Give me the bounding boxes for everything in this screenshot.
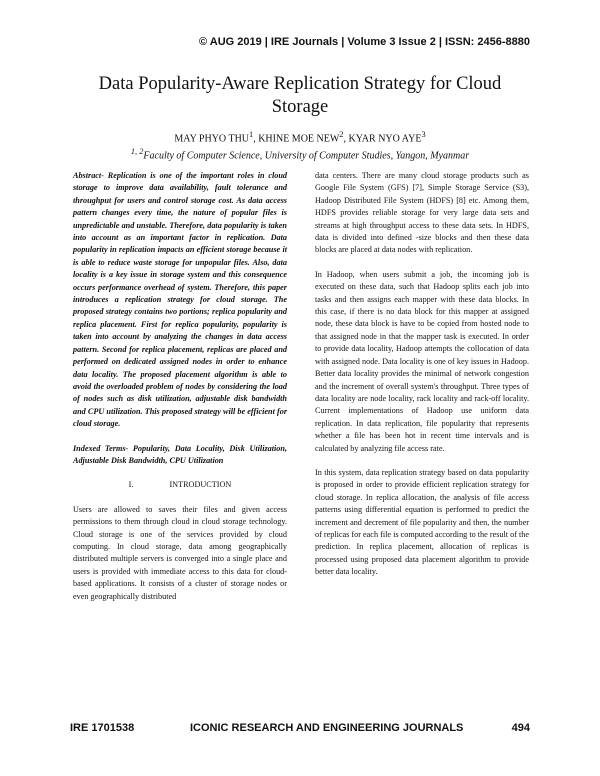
index-terms: Indexed Terms- Popularity, Data Locality, Disk Utilization, Adjustable Disk Bandwidth, CPU Utilization [73,443,287,465]
body-paragraph: In Hadoop, when users submit a job, the incoming job is executed on these data, such that Hadoop splits each job into tasks and then assigns each mapper with these data blocks. In this case, if there is no data block for this mapper at assigned node, these data block is have to be copied from hosted node to that assigned node in that the mapper task is executed. In order to provide data locality, Hadoop attempts the collocation of data with assigned node. Data locality is one of key issues in Hadoop. Better data locality provides the minimal of network congestion and the increment of overall system's throughput. Three types of data locality are node locality, rack locality and rack-off locality. Current implementations of Hadoop use uniform data replication. In data replication, file popularity that represents whether a file has been hot in recent time intervals and is calculated by analyzing file access rate. [315,269,529,453]
affiliation-sup: 1, 2 [130,147,144,156]
author-list: MAY PHYO THU$^1$, KHINE MOE NEW$^2$, KYAR NYO AYE$^3$ [174,130,426,145]
intro-paragraph: Users are allowed to saves their files and given access permissions to them through cloud in cloud storage technology. Cloud storage is one of the services provided by cloud computing. In cloud storage, data among geographically distributed multiple servers is converged into a single place and users is provided with immediate access to this data for cloud-based applications. It consists of a cluster of storage nodes or even geographically distributed [73,504,287,601]
journal-header: © AUG 2019 | IRE Journals | Volume 3 Issue 2 | ISSN: 2456-8880 [199,36,530,48]
author-name: MAY PHYO THU [174,133,250,145]
author-name: KHINE MOE NEW [258,133,340,145]
footer-id: IRE 1701538 [70,722,135,734]
affiliation-text: Faculty of Computer Science, University of Computer Studies, Yangon, Myanmar [143,150,470,162]
author-sup: 1 [249,130,254,139]
body-paragraph: data centers. There are many cloud storage products such as Google File System (GFS) [7], Simple Storage Service (S3), Hadoop Distributed File System (HDFS) [8] etc. Among them, HDFS provides reliable storage for very large data sets and streams at high throughput access to these data sets. In HDFS, data is divided into defined -size blocks and then these data blocks are placed at data nodes with replication. [315,171,529,255]
section-number: I. [128,480,134,490]
abstract: Abstract- Replication is one of the important roles in cloud storage to improve data availability, fault tolerance and throughput for users and control storage cost. As data access pattern changes every time, the nature of popular files is unpredictable and unstable. Therefore, data popularity is taken into account as an important factor in replication. Data popularity in replication impacts an efficient storage because it is able to reduce waste storage for unpopular files. Also, data locality is a key issue in storage system and this consequence occurs performance overhead of system. Therefore, this paper introduces a replication strategy for cloud storage. The proposed strategy contains two portions; replica popularity and replica placement. First for replica popularity, popularity is taken into account by analyzing the changes in data access pattern. Second for replica placement, replicas are placed and performed on dedicated assigned nodes in order to enhance data locality. The proposed placement algorithm is able to avoid the overloaded problem of nodes by considering the load of nodes such as disk utilization, adjustable disk bandwidth and CPU utilization. This proposed strategy will be efficient for cloud storage. [73,171,287,429]
body-paragraph: In this system, data replication strategy based on data popularity is proposed in order to provide efficient replication strategy for cloud storage. In replica allocation, the analysis of file access patterns using differential equation is performed to predict the increment and decrement of file popularity and then, the number of replicas for each file is computed according to the result of the prediction. In replica placement, allocation of replicas is processed using proposed data placement algorithm to provide better data locality. [315,467,529,577]
author-sup: 2 [339,130,344,139]
affiliation [60,147,540,161]
footer-journal: ICONIC RESEARCH AND ENGINEERING JOURNALS [190,722,464,734]
author-sup: 3 [421,130,426,139]
section-heading [73,479,287,491]
left-column [73,170,287,615]
right-column [315,170,529,591]
paper-title: Data Popularity-Aware Replication Strategy for Cloud Storage [98,74,502,117]
author-name: KYAR NYO AYE [348,133,422,145]
section-title: INTRODUCTION [169,480,232,490]
page-number: 494 [511,722,530,734]
